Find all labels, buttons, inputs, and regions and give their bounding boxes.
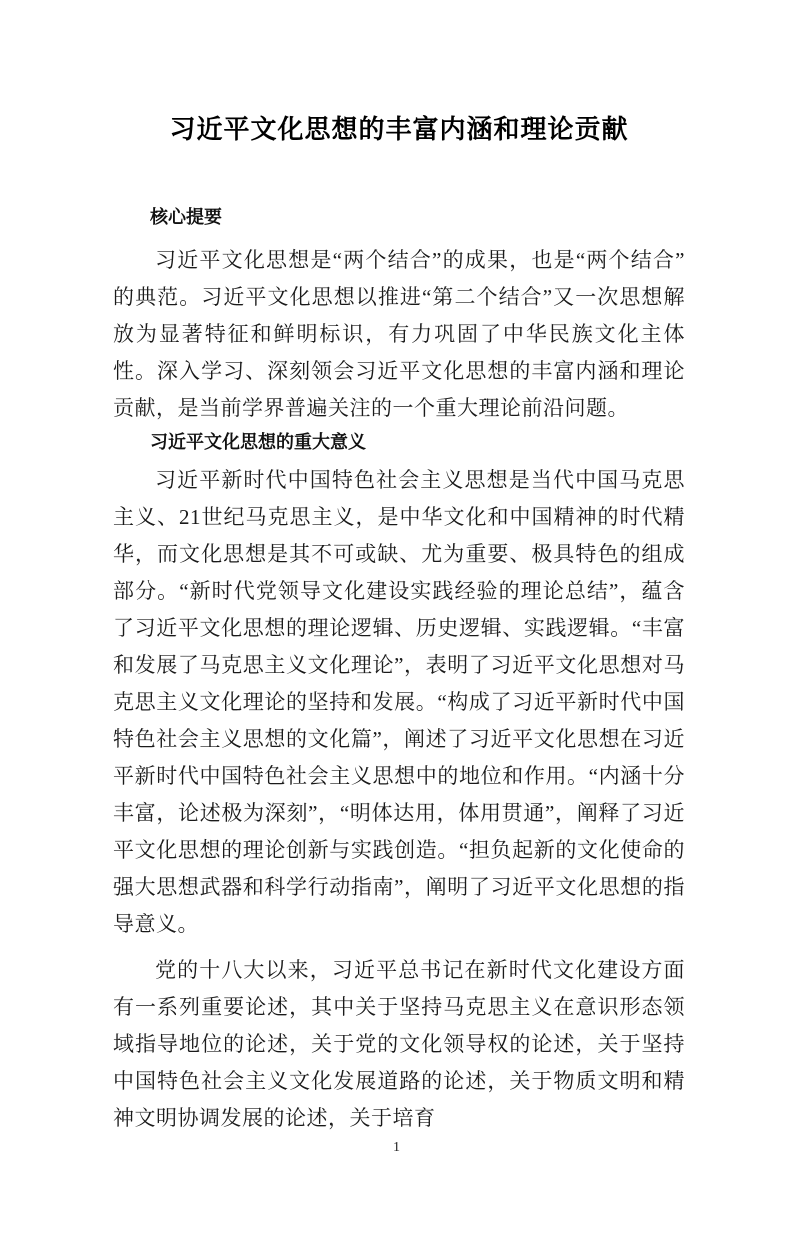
paragraph-significance-1: 习近平新时代中国特色社会主义思想是当代中国马克思主义、21世纪马克思主义，是中华文化和中国精神的时代精华，而文化思想是其不可或缺、尤为重要、极具特色的组成部分。“新时代党领导文化建设实践经验的理论总结”，蕴含了习近平文化思想的理论逻辑、历史逻辑、实践逻辑。“丰富和发展了马克思主义文化理论”，表明了习近平文化思想对马克思主义文化理论的坚持和发展。“构成了习近平新时代中国特色社会主义思想的文化篇”，阐述了习近平文化思想在习近平新时代中国特色社会主义思想中的地位和作用。“内涵十分丰富，论述极为深刻”，“明体达用，体用贯通”，阐释了习近平文化思想的理论创新与实践创造。“担负起新的文化使命的强大思想武器和科学行动指南”，阐明了习近平文化思想的指导意义。 xyxy=(113,468,685,936)
paragraph-significance-2: 党的十八大以来，习近平总书记在新时代文化建设方面有一系列重要论述，其中关于坚持马克思主义在意识形态领域指导地位的论述，关于党的文化领导权的论述，关于坚持中国特色社会主义文化发展道路的论述，关于物质文明和精神文明协调发展的论述，关于培育 xyxy=(113,958,685,1130)
document-page xyxy=(0,112,793,1234)
section-heading-core-summary: 核心提要 xyxy=(150,207,222,227)
paragraph-core-summary: 习近平文化思想是“两个结合”的成果，也是“两个结合”的典范。习近平文化思想以推进“第二个结合”又一次思想解放为显著特征和鲜明标识，有力巩固了中华民族文化主体性。深入学习、深刻领会习近平文化思想的丰富内涵和理论贡献，是当前学界普遍关注的一个重大理论前沿问题。 xyxy=(113,248,685,420)
page-number: 1 xyxy=(393,1140,400,1155)
document-title: 习近平文化思想的丰富内涵和理论贡献 xyxy=(169,115,629,144)
section-heading-significance: 习近平文化思想的重大意义 xyxy=(150,432,366,452)
